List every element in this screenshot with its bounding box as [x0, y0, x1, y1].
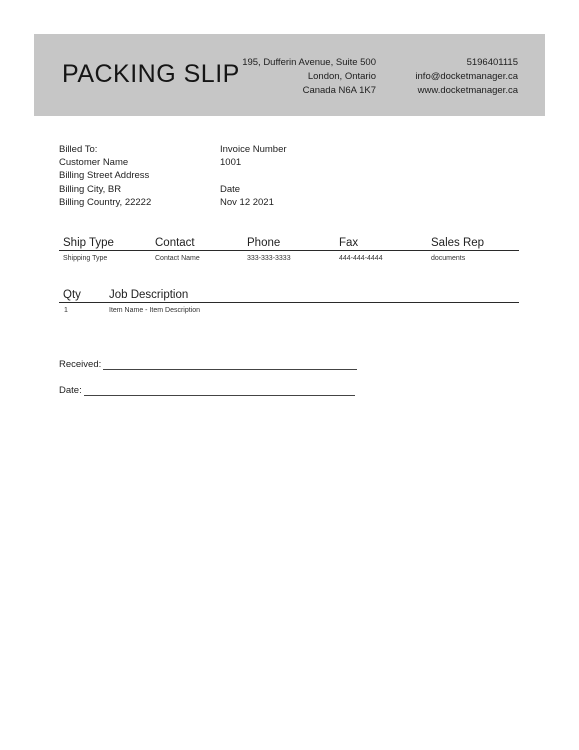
- invoice-date: Nov 12 2021: [220, 196, 274, 208]
- column-header: Fax: [339, 237, 359, 249]
- column-header: Contact: [155, 237, 195, 249]
- table-cell: documents: [431, 255, 466, 262]
- invoice-block: [220, 143, 287, 209]
- column-header: Phone: [247, 237, 281, 249]
- column-header: Ship Type: [63, 237, 114, 249]
- table-cell: Shipping Type: [63, 255, 108, 262]
- date-signature-line: [59, 385, 355, 396]
- column-header: Qty: [63, 289, 81, 301]
- table-row: [59, 251, 519, 265]
- address-line: London, Ontario: [307, 71, 376, 82]
- billing-label: Billed To:: [59, 144, 98, 155]
- page-title: PACKING SLIP: [62, 60, 240, 88]
- received-blank: [103, 360, 357, 370]
- table-row: [59, 303, 519, 317]
- table-header: [59, 287, 519, 303]
- table-cell: Item Name - Item Description: [109, 307, 201, 314]
- received-signature-line: [59, 359, 357, 370]
- invoice-date-label: Date: [220, 183, 241, 195]
- table-cell: 1: [64, 307, 68, 314]
- billing-street: Billing Street Address: [59, 170, 150, 182]
- address-line: Canada N6A 1K7: [302, 85, 376, 96]
- invoice-number-label: Invoice Number: [220, 144, 287, 155]
- table-header: [59, 235, 519, 251]
- address-line: 195, Dufferin Avenue, Suite 500: [242, 57, 376, 68]
- billing-block: [59, 143, 151, 209]
- invoice-number: 1001: [220, 157, 242, 169]
- company-contact: [415, 56, 518, 98]
- table-cell: Contact Name: [155, 255, 200, 262]
- company-phone: 5196401115: [466, 57, 518, 68]
- table-cell: 444-444-4444: [339, 255, 383, 262]
- company-email: info@docketmanager.ca: [415, 71, 518, 82]
- customer-name: Customer Name: [59, 157, 129, 169]
- company-address: [242, 56, 376, 98]
- date-label: Date:: [59, 385, 82, 396]
- received-label: Received:: [59, 359, 102, 370]
- date-blank: [84, 386, 355, 396]
- table-cell: 333-333-3333: [247, 255, 291, 262]
- billing-city: Billing City, BR: [59, 183, 122, 195]
- billing-country: Billing Country, 22222: [59, 196, 152, 208]
- items-table: [59, 287, 519, 317]
- company-website: www.docketmanager.ca: [417, 85, 518, 96]
- header-banner: [34, 34, 545, 116]
- column-header: Job Description: [109, 289, 189, 301]
- shipping-table: [59, 235, 519, 265]
- column-header: Sales Rep: [431, 237, 485, 249]
